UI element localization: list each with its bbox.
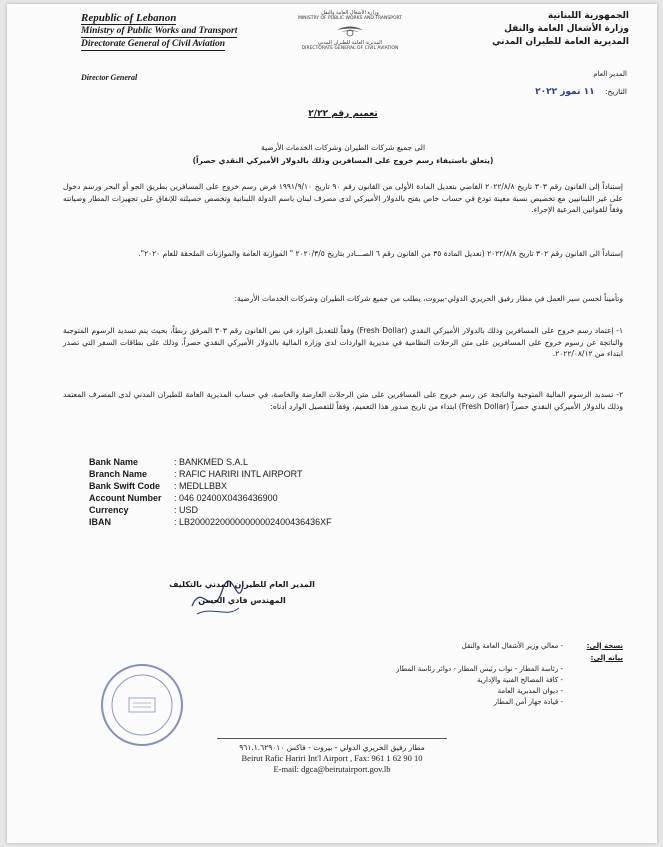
copies-to (396, 640, 623, 706)
list-item: - كافة المصالح الفنية والإدارية (476, 676, 563, 684)
footer-divider (217, 738, 447, 739)
header-ar-line2: وزارة الأشغال العامة والنقل (504, 24, 629, 34)
cc-inner-label: بيانه إلى: (590, 654, 623, 662)
logo-ar-top: وزارة الأشغال العامة والنقل (321, 10, 379, 16)
cc-first: - معالي وزير الأشغال العامة والنقل (461, 642, 563, 650)
bank-details (89, 456, 332, 528)
bank-row: Bank Name : BANKMED S.A.L (89, 457, 249, 467)
logo-en-top: MINISTRY OF PUBLIC WORKS AND TRANSPORT (297, 16, 403, 21)
date-label: التاريخ: (605, 87, 627, 96)
logo-en-bottom: DIRECTORATE GENERAL OF CIVIL AVIATION (301, 46, 399, 51)
paragraph-4: ١- إعتماد رسم خروج على المسافرين وذلك بالدولار الأميركي النقدي (Fresh Dollar) وفقاً للتعديل الوارد في نص القانون رقم ٣٠٣ المرفق ربطاً، بحيث يتم تسديد الرسوم المتوجبة والناتجة عن رسوم خروج على المسافرين على متن الرحلات النظامية في مديرية الواردات لدى وزارة المالية بالدولار الأميركي النقدي حصراً، وذلك على بطاقات السفر التي تصدر ابتداء من ٢٠٢٢/٠٨/١٢. (63, 326, 623, 358)
list-item: - قيادة جهاز أمن المطار (493, 698, 563, 706)
circular-number: تعميم رقم ٢/٢٢ (308, 109, 378, 119)
addressee: الى جميع شركات الطيران وشركات الخدمات الأرضية (260, 143, 426, 152)
paragraph-2: إستناداً الى القانون رقم ٣٠٢ تاريخ ٢٠٢٢/٨/٨ (تعديل المادة ٣٥ من القانون رقم ٦ الصـــادر بتاريخ ٢٠٢٠/٣/٥ " الموازنة العامة والموازنات الملحقة للعام ٢٠٢٠". (138, 249, 623, 258)
bank-row: IBAN : LB20002200000000002400436436XF (89, 517, 332, 527)
date-value: ١١ تموز ٢٠٢٢ (535, 87, 595, 97)
header-en-line1: Republic of Lebanon (81, 12, 177, 24)
header-english (81, 12, 237, 51)
bank-row: Account Number : 046 02400X0436436900 (89, 493, 278, 503)
signature-name: المهندس فادي الحسن (198, 596, 286, 605)
document-page (7, 4, 657, 843)
aviation-emblem-icon (335, 22, 365, 38)
footer (7, 738, 657, 775)
ministry-logo (285, 10, 415, 52)
logo-ar-bottom: المديرية العامة للطيران المدني (317, 40, 383, 46)
subject: (يتعلق باستيفاء رسم خروج على المسافرين وذلك بالدولار الأميركي النقدي حصراً) (192, 156, 494, 165)
cc-label: نسخة إلى: (586, 642, 623, 650)
cc-list (396, 664, 563, 708)
footer-email: E-mail: dgca@beirutairport.gov.lb (273, 764, 391, 774)
footer-en: Beirut Rafic Hariri Int'l Airport , Fax: 961 1 62 90 10 (241, 753, 423, 763)
director-general-ar: المدير العام (593, 70, 627, 78)
bank-row: Currency : USD (89, 505, 199, 515)
header-ar-line1: الجمهورية اللبنانية (547, 11, 629, 21)
date-row (535, 87, 627, 97)
signature-block (167, 577, 317, 609)
footer-ar: مطار رفيق الحريري الدولي - بيروت - فاكس ٩٦١.١.٦٢٩٠١٠ (239, 743, 425, 752)
director-general-en: Director General (81, 73, 138, 82)
list-item: - رئاسة المطار - نواب رئيس المطار - دوائر رئاسة المطار (396, 665, 563, 673)
paragraph-1: إستناداً إلى القانون رقم ٣٠٣ تاريخ ٢٠٢٢/٨/٨ القاضي بتعديل المادة الأولى من القانون رقم ٩٠ تاريخ ١٩٩١/٩/١٠ فرض رسم خروج على المسافرين بطريق الجو أو البحر ورسم دخول على غير اللبنانيين مع تخصيص نسبة معينة تودع في حساب خاص يفتح بالدولار الأميركي لدى مصرف لبنان باسم الدولة اللبنانية وتخصص حصيلته للإنفاق على تجهيزات المطار وصيانته وفقاً للقوانين المرعية الإجراء. (63, 182, 623, 214)
header-en-line3: Directorate General of Civil Aviation (81, 39, 226, 49)
bank-row: Bank Swift Code : MEDLLBBX (89, 481, 228, 491)
header-en-line2: Ministry of Public Works and Transport (81, 26, 238, 36)
header-ar-line3: المديرية العامة للطيران المدني (492, 37, 629, 47)
header-arabic (492, 10, 629, 49)
paragraph-5: ٢- تسديد الرسوم المالية المتوجبة والناتجة عن رسم خروج على المسافرين على متن الرحلات العارضة والخاصة، في حساب المديرية العامة للطيران المدني لدى المصرف المعتمد وذلك بالدولار الأميركي النقدي حصراً (Fresh Dollar) ابتداء من تاريخ صدور هذا التعميم، وفقاً للتفصيل الوارد أدناه: (63, 390, 623, 411)
paragraph-3: وتأميناً لحسن سير العمل في مطار رفيق الحريري الدولي-بيروت، يطلب من جميع شركات الطيران وشركات الخدمات الأرضية: (234, 294, 623, 303)
signature-title: المدير العام للطيران المدني بالتكليف (169, 580, 315, 589)
official-stamp (99, 662, 185, 748)
list-item: - ديوان المديرية العامة (497, 687, 563, 695)
bank-row: Branch Name : RAFIC HARIRI INTL AIRPORT (89, 469, 303, 479)
